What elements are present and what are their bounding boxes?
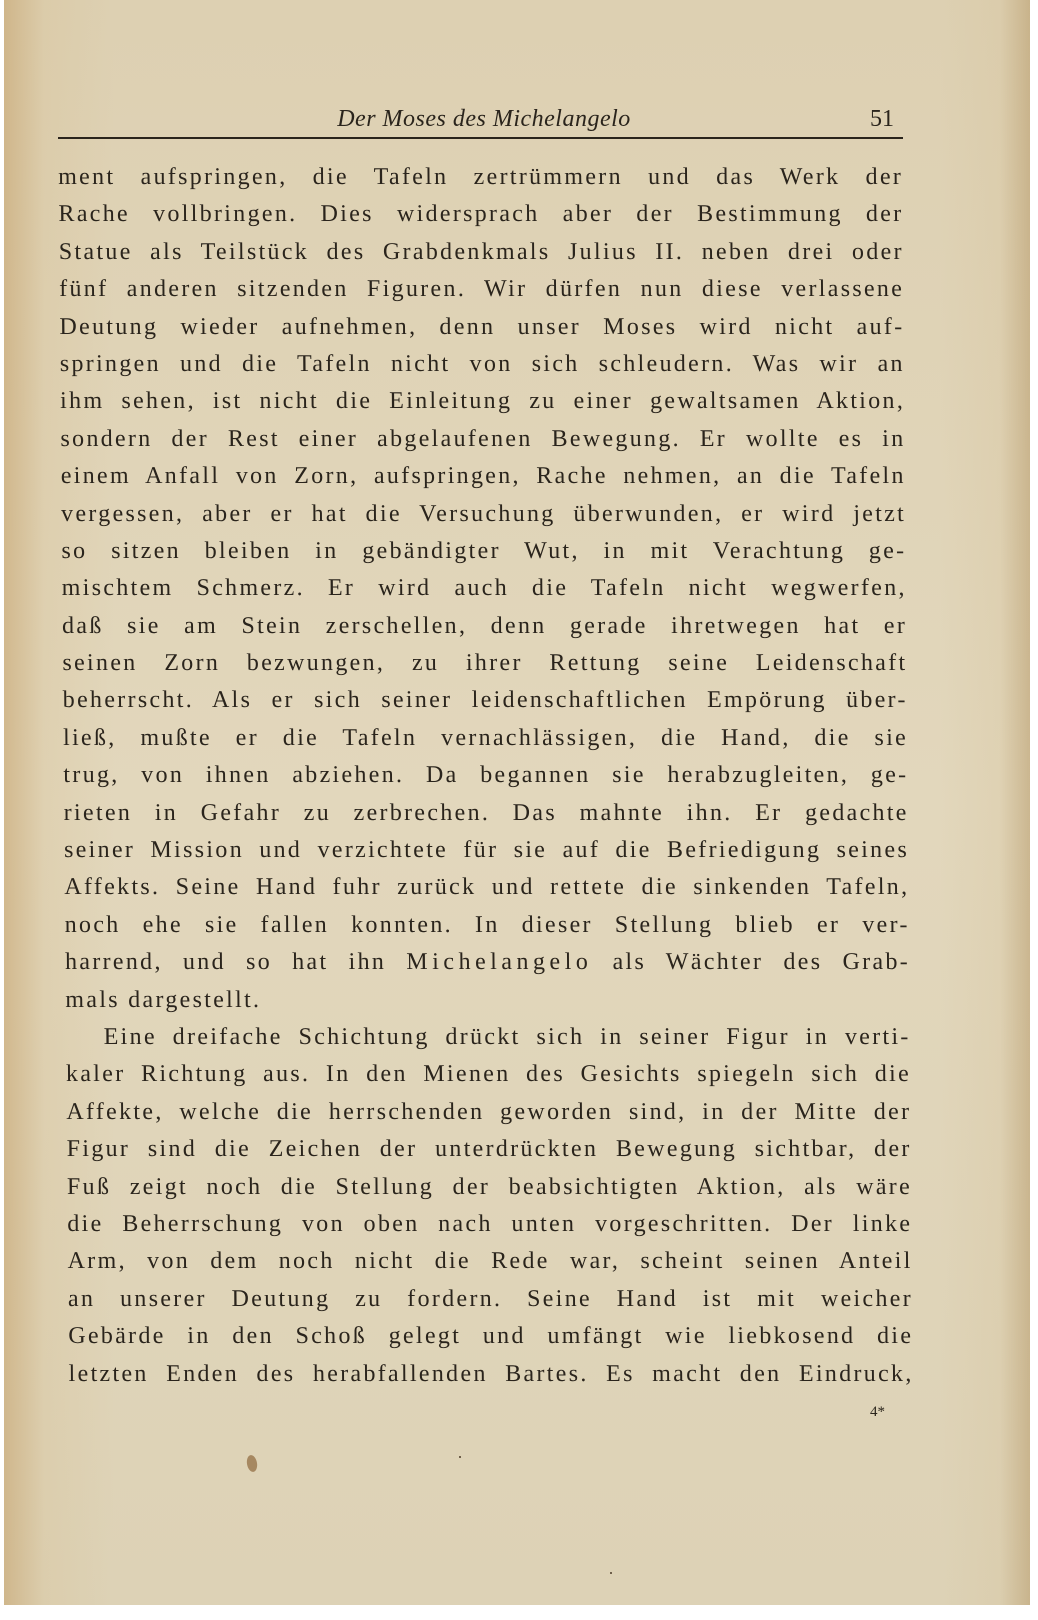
text-line: mals dargestellt. <box>65 986 262 1013</box>
text-line: Affekts. Seine Hand fuhr zurück und rettete die sinkenden Tafeln, <box>64 874 910 901</box>
text-line: an unserer Deutung zu fordern. Seine Hand ist mit weicher <box>67 1285 914 1312</box>
text-line: seinen Zorn bezwungen, zu ihrer Rettung seine Leidenschaft <box>62 650 908 677</box>
text-line: die Beherrschung von oben nach unten vorgeschritten. Der linke <box>67 1210 913 1237</box>
text-line: rieten in Gefahr zu zerbrechen. Das mahnte ihn. Er gedachte <box>63 799 909 826</box>
text-line: fünf anderen sitzenden Figuren. Wir dürfen nun diese verlassene <box>59 276 905 303</box>
text-line: Eine dreifache Schichtung drückt sich in seiner Figur in verti- <box>103 1023 911 1050</box>
text-line: letzten Enden des herabfallenden Bartes. Es macht den Eindruck, <box>68 1360 914 1387</box>
text-line: beherrscht. Als er sich seiner leidenschaftlichen Empörung über- <box>62 687 908 714</box>
text-line: daß sie am Stein zerschellen, denn gerade ihretwegen hat er <box>61 612 908 639</box>
text-line <box>65 944 910 981</box>
text-line: mischtem Schmerz. Er wird auch die Tafeln nicht wegwerfen, <box>61 575 907 602</box>
text-line: Gebärde in den Schoß gelegt und umfängt wie liebkosend die <box>68 1323 914 1350</box>
spaced-name: Michelangelo <box>406 949 593 976</box>
text-line: Affekte, welche die herrschenden geworden sind, in der Mitte der <box>66 1098 912 1125</box>
text-line: so sitzen bleiben in gebändigter Wut, in mit Verachtung ge- <box>61 537 907 564</box>
text-line: Arm, von dem noch nicht die Rede war, scheint seinen Anteil <box>67 1248 913 1275</box>
text-line: sondern der Rest einer abgelaufenen Bewegung. Er wollte es in <box>60 425 906 452</box>
page-number: 51 <box>870 106 894 132</box>
signature-mark: 4* <box>870 1404 885 1420</box>
paper-speck <box>459 1456 461 1458</box>
text-line: Statue als Teilstück des Grabdenkmals Julius II. neben drei oder <box>58 238 904 265</box>
text-line: ihm sehen, ist nicht die Einleitung zu einer gewaltsamen Aktion, <box>60 388 906 415</box>
text-line: seiner Mission und verzichtete für sie auf die Befriedigung seines <box>63 837 910 864</box>
paper-stain <box>246 1454 259 1472</box>
text-line: kaler Richtung aus. In den Mienen des Gesichts spiegeln sich die <box>65 1061 912 1088</box>
text-line: springen und die Tafeln nicht von sich schleudern. Was wir an <box>59 350 905 377</box>
text-line: trug, von ihnen abziehen. Da begannen sie herabzugleiten, ge- <box>63 762 909 789</box>
text-line: vergessen, aber er hat die Versuchung überwunden, er wird jetzt <box>60 500 907 527</box>
running-title: Der Moses des Michelangelo <box>337 106 631 132</box>
paper-speck <box>610 1572 612 1574</box>
text-line: Fuß zeigt noch die Stellung der beabsichtigten Aktion, als wäre <box>66 1173 913 1200</box>
header-rule <box>58 137 903 139</box>
text-line: Deutung wieder aufnehmen, denn unser Moses wird nicht auf- <box>59 313 905 340</box>
paragraph-2 <box>66 1019 914 1393</box>
text-line: Figur sind die Zeichen der unterdrückten Bewegung sichtbar, der <box>66 1136 912 1163</box>
text-span: harrend, und so hat ihn <box>64 949 407 976</box>
text-line: ließ, mußte er die Tafeln vernachlässigen, die Hand, die sie <box>62 724 909 751</box>
text-line: Rache vollbringen. Dies widersprach aber der Bestimmung der <box>58 201 904 228</box>
text-line: noch ehe sie fallen konnten. In dieser Stellung blieb er ver- <box>64 911 910 938</box>
text-span: als Wächter des Grab- <box>592 949 911 976</box>
book-page <box>4 0 1030 1605</box>
body-text <box>58 159 914 1393</box>
paragraph-1 <box>58 159 910 944</box>
text-line: ment aufspringen, die Tafeln zertrümmern und das Werk der <box>58 164 904 190</box>
text-line: einem Anfall von Zorn, aufspringen, Rache nehmen, an die Tafeln <box>60 463 906 490</box>
